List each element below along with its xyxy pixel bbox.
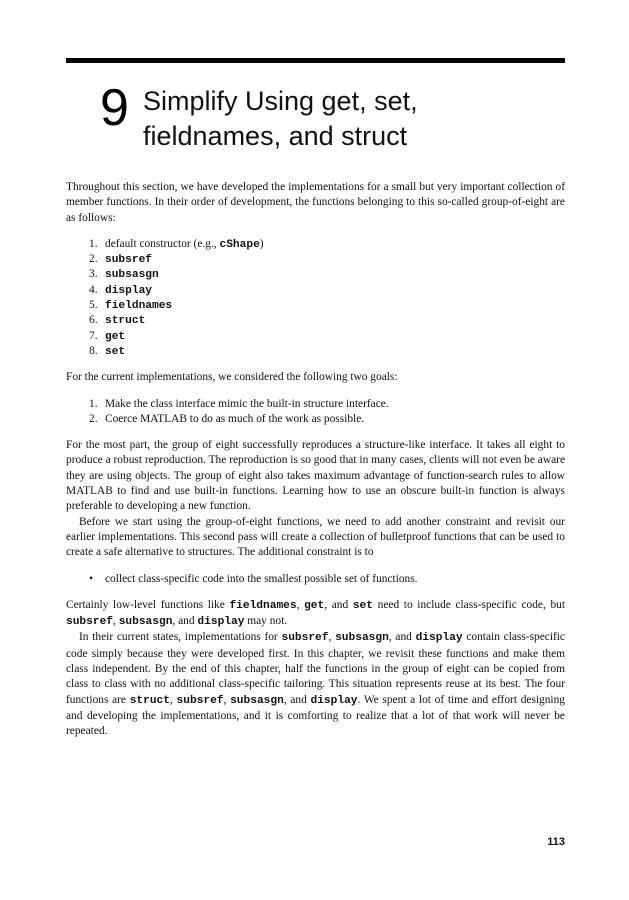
goals-intro: For the current implementations, we considered the following two goals:: [66, 371, 398, 384]
page-number: 113: [547, 836, 565, 848]
chapter-heading: [100, 79, 570, 164]
paragraph-low-level: Certainly low-level functions like fieldnames, get, and set need to include class-specific code, but subsref, subsasgn, and display may not.: [66, 598, 566, 629]
paragraph-group-of-eight: For the most part, the group of eight successfully reproduces a structure-like interface. It takes all eight to produce a robust reproduction. The reproduction is so good that in many cases, clients will not even be aware they are using objects. The group of eight also takes maximum advantage of function-search rules to allow MATLAB to find and use built-in functions. Learning how to use an obscure built-in function is always preferable to developing a new function.: [66, 439, 565, 513]
group-of-eight-list: [66, 237, 565, 359]
list-item: 1. default constructor (e.g., cShape): [89, 237, 264, 251]
list-item: 2. Coerce MATLAB to do as much of the work as possible.: [89, 412, 365, 425]
list-item: • collect class-specific code into the smallest possible set of functions.: [66, 572, 565, 587]
list-item: 5. fieldnames: [89, 299, 173, 313]
list-item: 3. subsasgn: [89, 268, 159, 282]
list-item: 1. Make the class interface mimic the built-in structure interface.: [89, 397, 389, 410]
chapter-title-line-2: fieldnames, and struct: [143, 121, 408, 151]
intro-paragraph: Throughout this section, we have developed the implementations for a small but very important collection of member functions. In their order of development, the functions belonging to this so-called group-of-eight are as follows:: [66, 181, 565, 224]
chapter-top-rule: [66, 58, 565, 63]
goals-list: [66, 397, 565, 428]
chapter-body: [66, 180, 565, 740]
chapter-title-line-1: Simplify Using get, set,: [143, 86, 418, 116]
bullet-icon: •: [89, 572, 93, 585]
list-item: 2. subsref: [89, 253, 152, 267]
list-item: 8. set: [89, 344, 126, 358]
paragraph-current-states: In their current states, implementations for subsref, subsasgn, and display contain class-specific code simply because they were developed first. In this chapter, we revisit these functions and make them class independent. By the end of this chapter, half the functions in the group of eight can be copied from class to class with no additional class-specific tailoring. This situation represents reuse at its best. The four functions are struct, subsref, subsasgn, and display. We spent a lot of time and effort designing and developing the implementations, and it is comforting to realize that a lot of that work will never be repeated.: [66, 631, 565, 738]
constraint-bullets: [66, 572, 565, 587]
list-item: 4. display: [89, 283, 152, 297]
list-item: 7. get: [89, 329, 126, 343]
chapter-title: [143, 84, 418, 154]
list-item: 6. struct: [89, 314, 146, 328]
chapter-number: 9: [100, 79, 129, 137]
paragraph-constraint: Before we start using the group-of-eight functions, we need to add another constraint and revisit our earlier implementations. This second pass will create a collection of bulletproof functions that can be used to create a safe alternative to structures. The additional constraint is to: [66, 515, 565, 559]
